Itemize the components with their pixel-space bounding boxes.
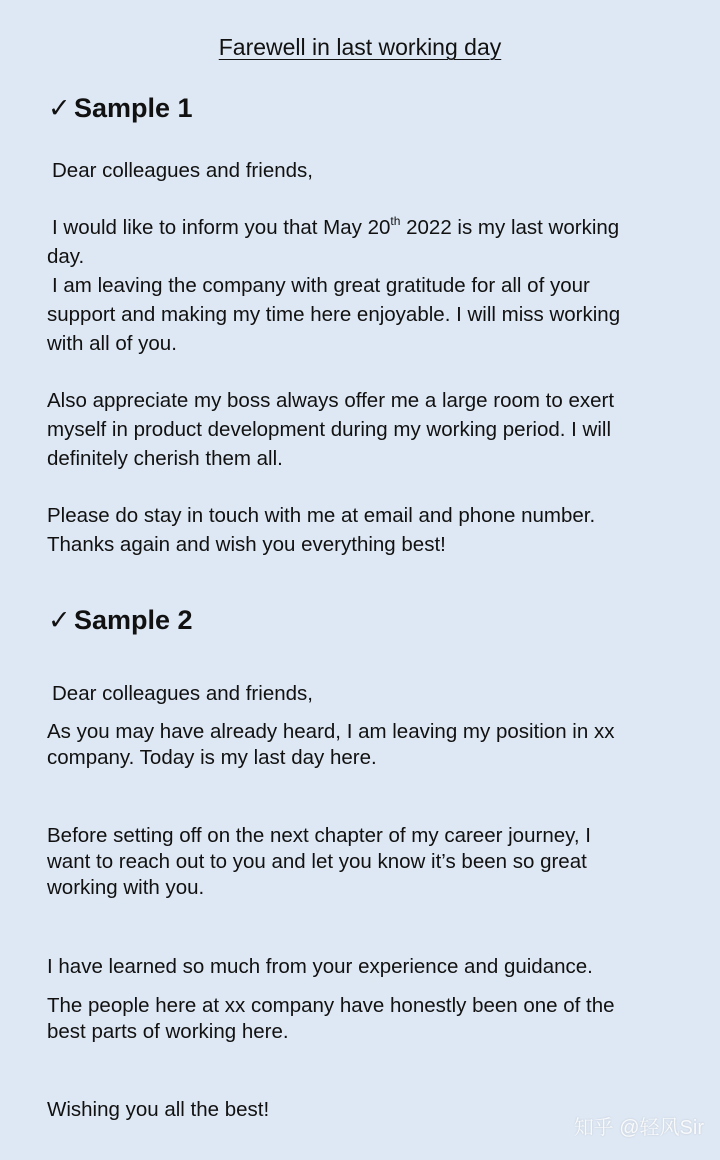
sample-1-greeting: Dear colleagues and friends, <box>52 159 313 182</box>
sample-2-paragraph-wishing: Wishing you all the best! <box>47 1098 270 1121</box>
watermark: 知乎 @轻风Sir <box>573 1117 704 1139</box>
sample-2-heading: ✓ Sample 2 <box>48 605 193 635</box>
checkmark-icon: ✓ <box>48 605 71 635</box>
sample-2-paragraph-learned: I have learned so much from your experience and guidance. <box>47 955 593 978</box>
sample-1-heading: ✓ Sample 1 <box>48 93 193 123</box>
checkmark-icon: ✓ <box>48 93 71 123</box>
sample-2-paragraph-heard: As you may have already heard, I am leaving my position in xx company. Today is my last day here. <box>47 720 615 769</box>
document-title: Farewell in last working day <box>218 34 502 60</box>
sample-1-paragraph-touch: Please do stay in touch with me at email and phone number. Thanks again and wish you everything best! <box>47 504 596 556</box>
sample-2-paragraph-chapter: Before setting off on the next chapter of my career journey, I want to reach out to you and let you know it’s been so great working with you. <box>47 824 591 899</box>
sample-1-paragraph-boss: Also appreciate my boss always offer me a large room to exert myself in product development during my working period. I will definitely cherish them all. <box>47 389 615 470</box>
sample-1-paragraph-inform: I would like to inform you that May 20th 2022 is my last working day. I am leaving the company with great gratitude for all of your support and making my time here enjoyable. I will miss working with all of you. <box>47 214 621 355</box>
sample-2-paragraph-people: The people here at xx company have honestly been one of the best parts of working here. <box>47 994 615 1043</box>
sample-2-greeting: Dear colleagues and friends, <box>52 682 313 705</box>
